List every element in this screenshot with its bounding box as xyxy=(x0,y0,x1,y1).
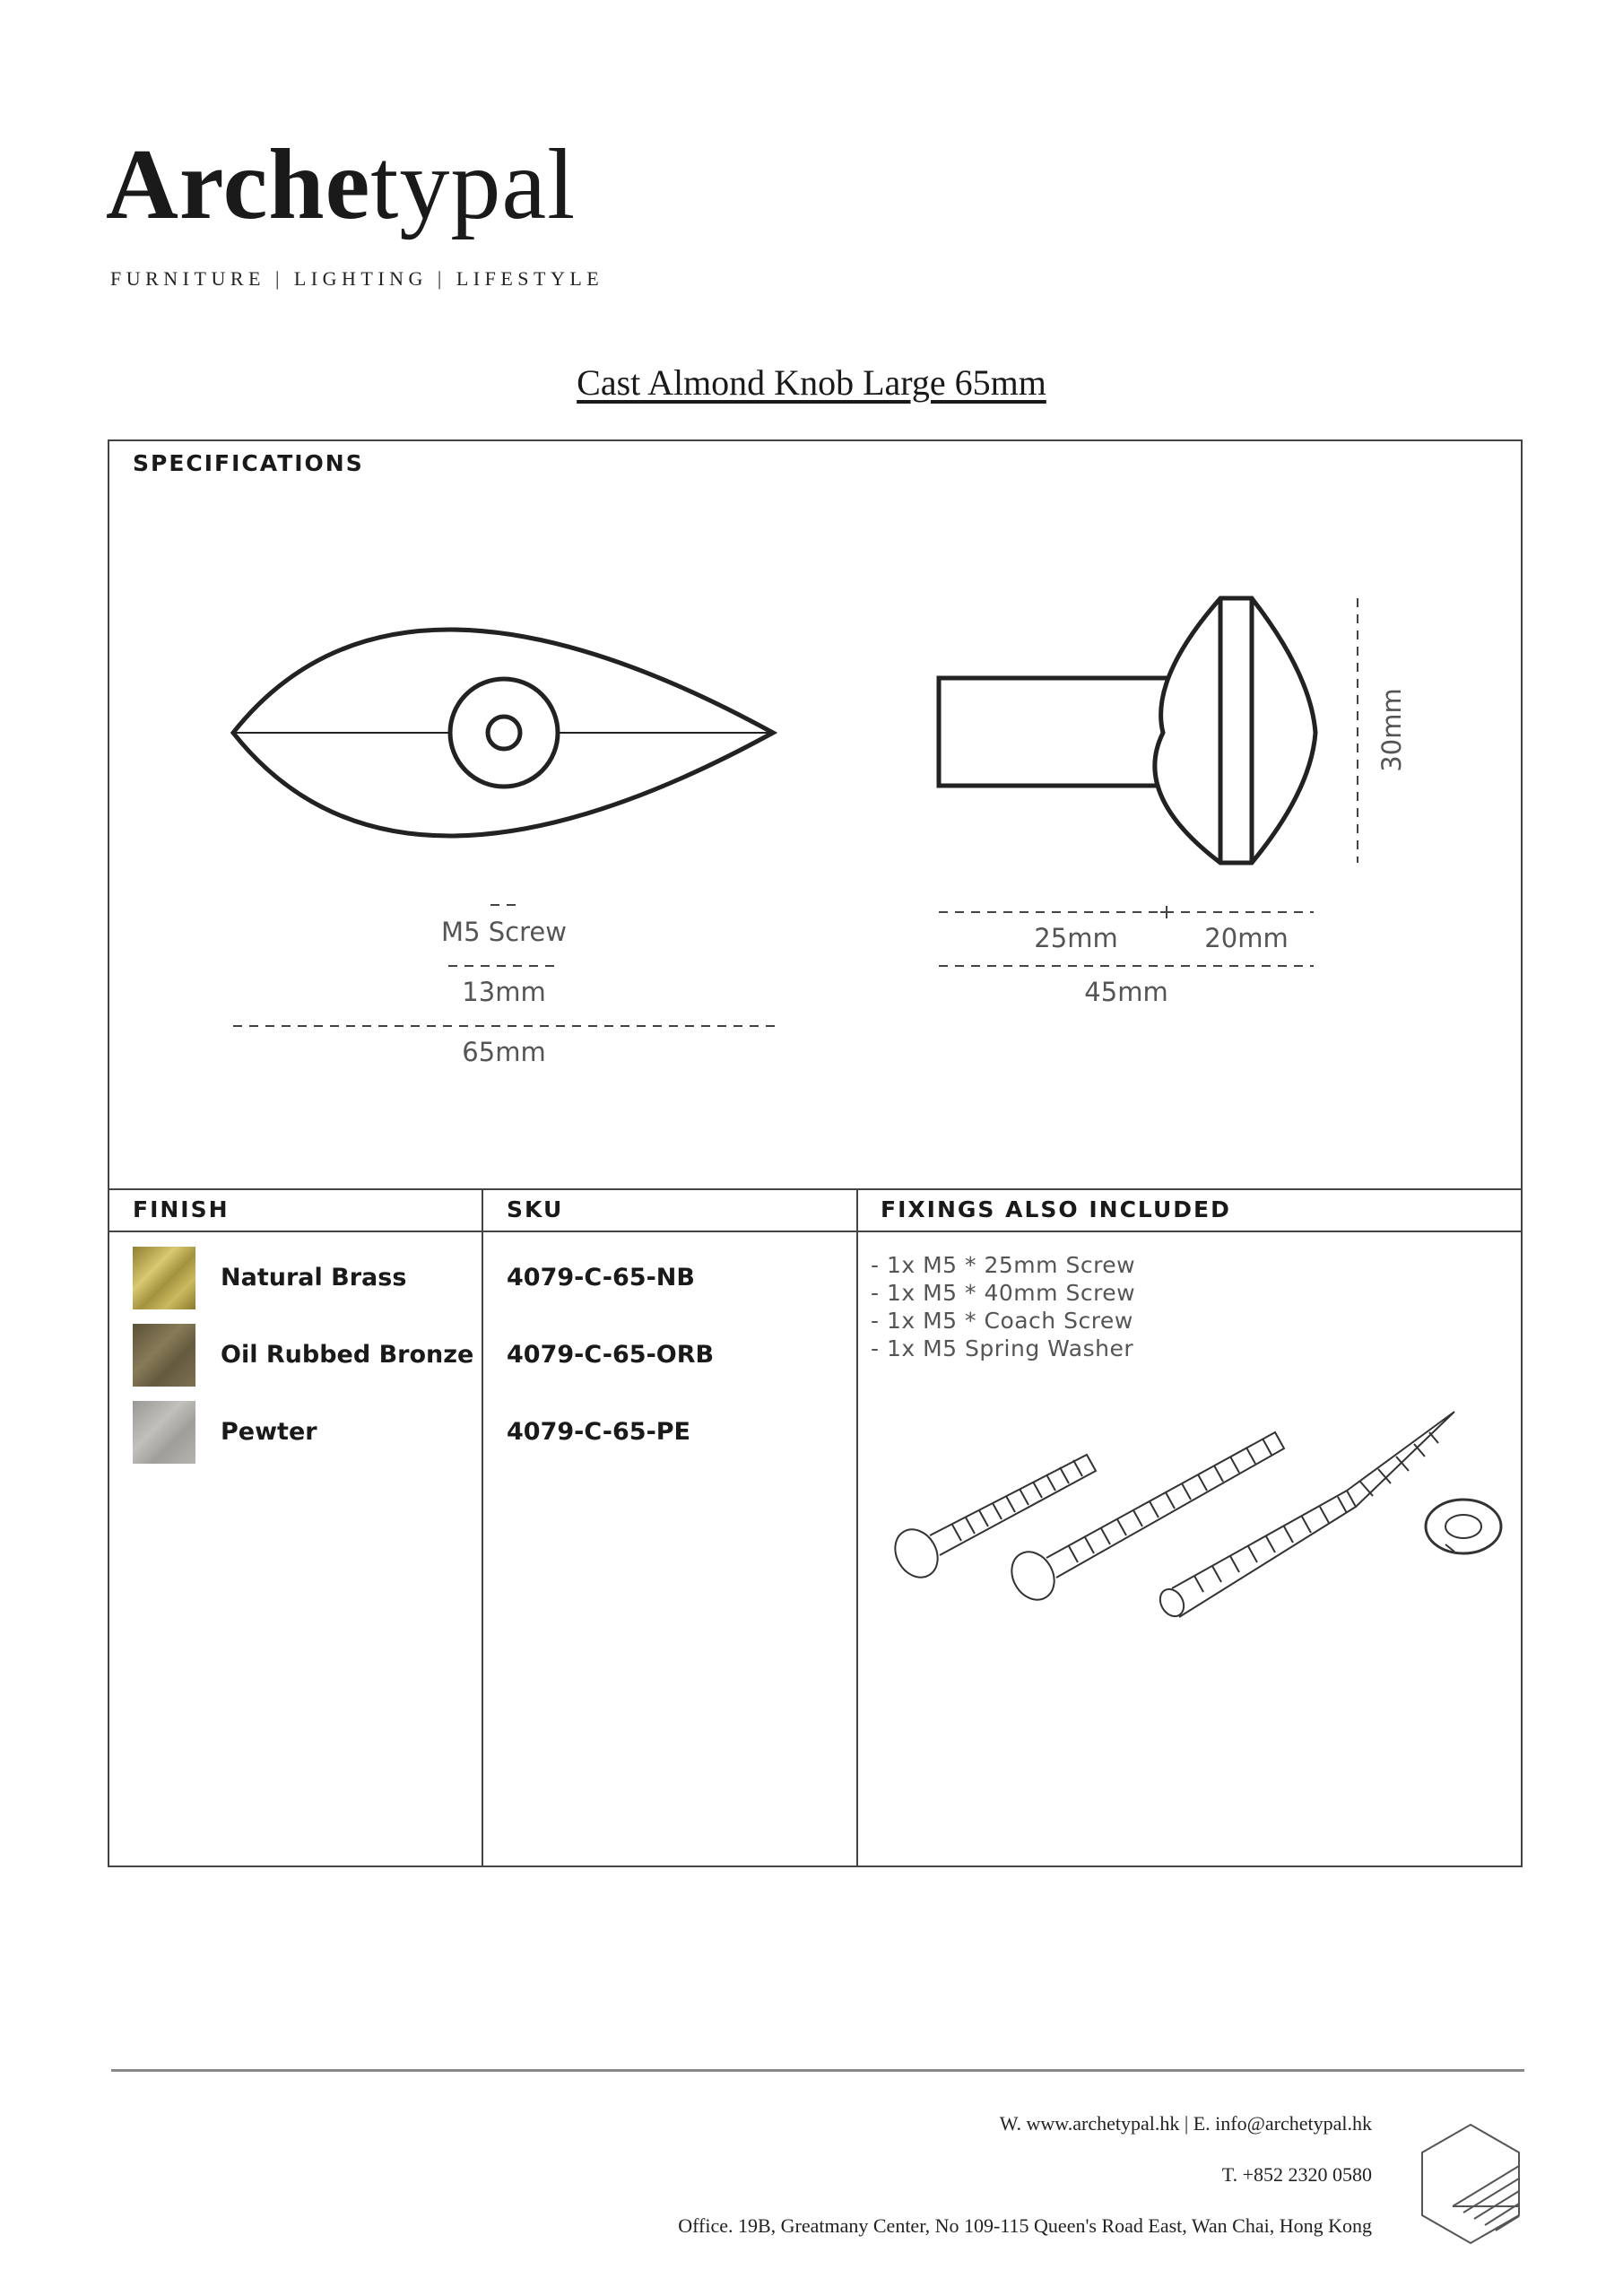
spring-washer-icon xyxy=(1426,1500,1501,1553)
oil-rubbed-bronze-swatch xyxy=(133,1324,195,1387)
long-screw-icon xyxy=(1003,1432,1284,1607)
column-divider xyxy=(856,1188,858,1866)
short-screw-icon xyxy=(887,1455,1096,1585)
inner-dimension: 13mm xyxy=(462,977,546,1007)
header-divider xyxy=(109,1231,1521,1232)
specifications-heading: SPECIFICATIONS xyxy=(133,450,364,476)
pewter-swatch xyxy=(133,1401,195,1464)
screw-label: M5 Screw xyxy=(441,917,567,947)
fixings-column-header: FIXINGS ALSO INCLUDED xyxy=(881,1196,1231,1222)
footer-divider xyxy=(111,2069,1524,2072)
finish-column-header: FINISH xyxy=(133,1196,230,1222)
finish-name: Oil Rubbed Bronze xyxy=(221,1341,474,1369)
total-dimension: 45mm xyxy=(1084,977,1168,1007)
page-title: Cast Almond Knob Large 65mm xyxy=(577,362,1046,403)
natural-brass-swatch xyxy=(133,1247,195,1309)
archetypal-hexagon-logo xyxy=(1417,2121,1524,2247)
fixing-item: - 1x M5 * 40mm Screw xyxy=(871,1280,1136,1306)
head-dimension: 20mm xyxy=(1204,923,1289,953)
brand-tagline: FURNITURE | LIGHTING | LIFESTYLE xyxy=(110,267,604,290)
fixing-item: - 1x M5 Spring Washer xyxy=(871,1335,1134,1361)
front-view-diagram xyxy=(233,630,773,836)
footer-phone: T. +852 2320 0580 xyxy=(1221,2163,1372,2186)
sku-column-header: SKU xyxy=(507,1196,564,1222)
brand-logo xyxy=(106,129,577,240)
sku-code: 4079-C-65-PE xyxy=(507,1418,691,1446)
fixings-illustration xyxy=(881,1410,1508,1625)
spec-sheet-table xyxy=(108,439,1523,1867)
finish-name: Natural Brass xyxy=(221,1264,407,1292)
brand-name-light: typal xyxy=(370,129,577,240)
fixing-item: - 1x M5 * 25mm Screw xyxy=(871,1252,1136,1278)
height-dimension: 30mm xyxy=(1376,688,1407,772)
sku-code: 4079-C-65-NB xyxy=(507,1264,695,1292)
brand-name-bold: Arche xyxy=(106,129,371,240)
side-view-diagram xyxy=(939,598,1315,863)
column-divider xyxy=(482,1188,483,1866)
sku-code: 4079-C-65-ORB xyxy=(507,1341,715,1369)
finish-name: Pewter xyxy=(221,1418,317,1446)
technical-drawing xyxy=(109,441,1521,1186)
width-dimension: 65mm xyxy=(462,1037,546,1067)
fixing-item: - 1x M5 * Coach Screw xyxy=(871,1308,1133,1334)
table-divider xyxy=(109,1188,1521,1190)
projection-dimension: 25mm xyxy=(1034,923,1118,953)
coach-screw-icon xyxy=(1156,1412,1454,1621)
footer-address: Office. 19B, Greatmany Center, No 109-115 Queen's Road East, Wan Chai, Hong Kong xyxy=(678,2214,1372,2237)
footer-contact: W. www.archetypal.hk | E. info@archetypal.hk xyxy=(999,2112,1372,2135)
